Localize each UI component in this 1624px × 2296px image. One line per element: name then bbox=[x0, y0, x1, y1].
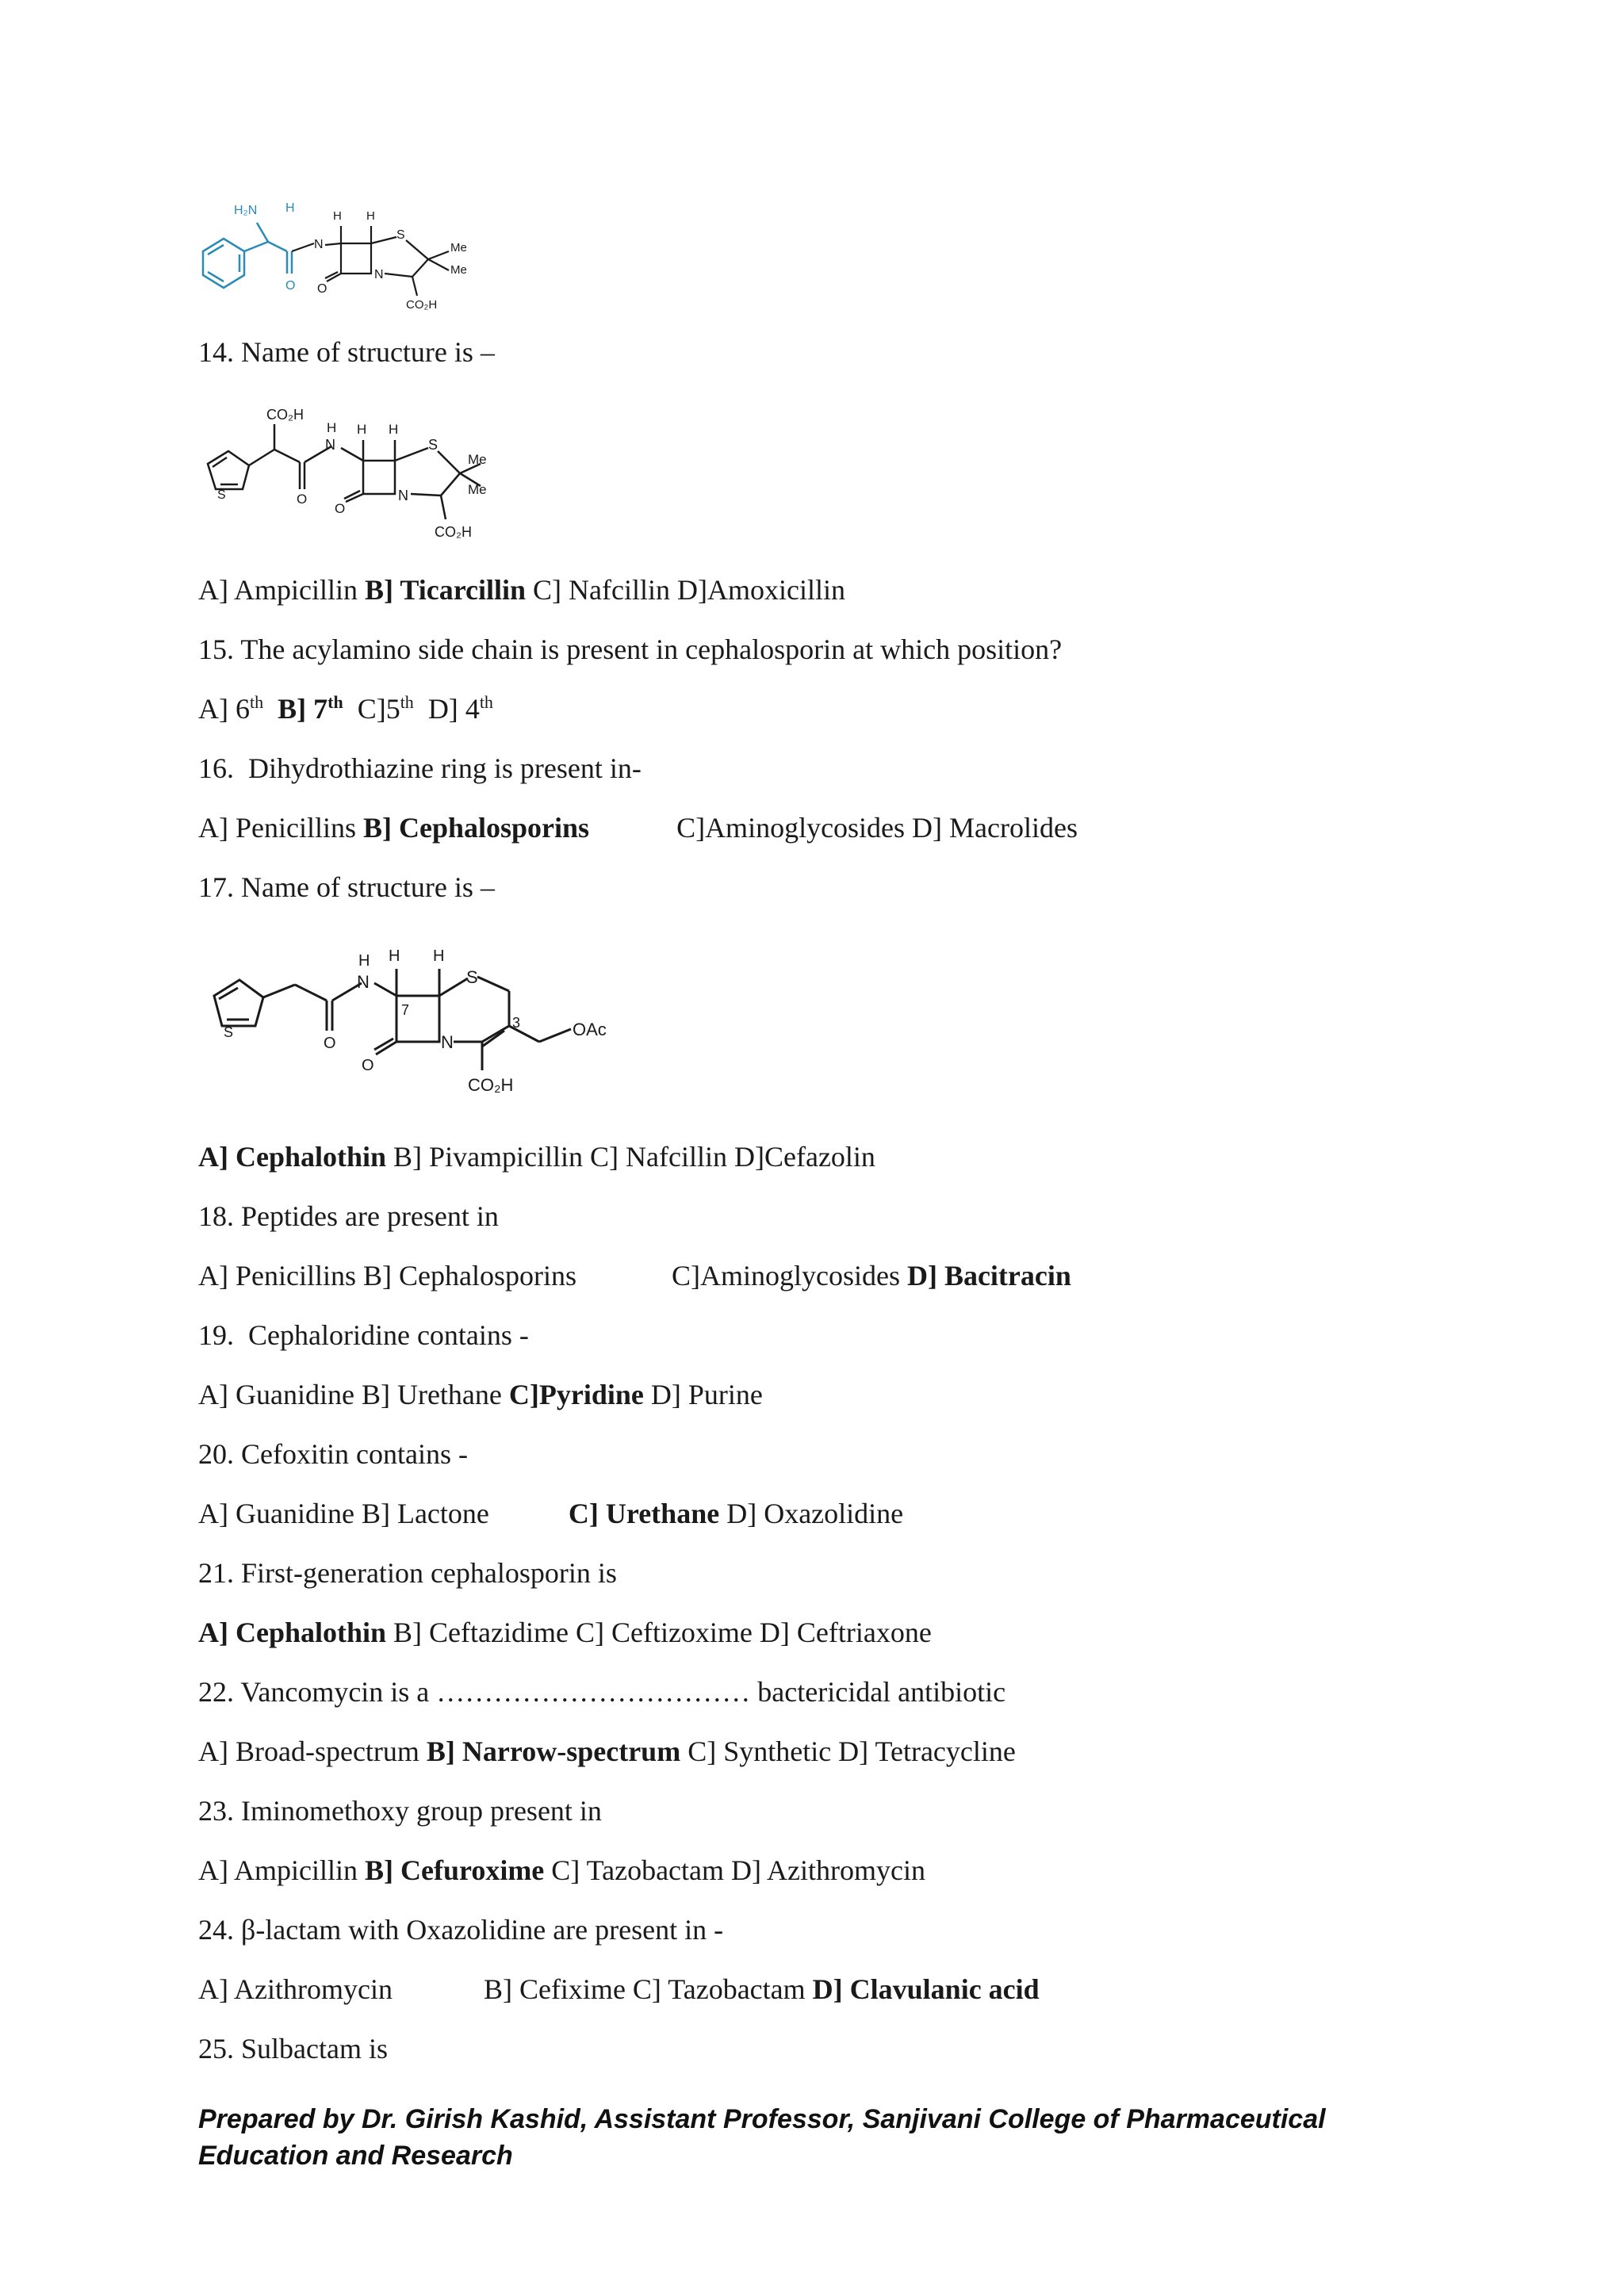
option-b[interactable]: B] Cefixime bbox=[483, 1973, 626, 2005]
question-16-options bbox=[198, 810, 1078, 845]
option-b[interactable]: B] Urethane bbox=[361, 1379, 502, 1410]
question-21-options bbox=[198, 1615, 932, 1650]
svg-text:N: N bbox=[357, 972, 370, 992]
cephalothin-structure bbox=[198, 928, 642, 1110]
option-d[interactable]: D]Amoxicillin bbox=[676, 574, 845, 606]
option-d[interactable]: D]Cefazolin bbox=[734, 1141, 875, 1173]
question-14-options bbox=[198, 572, 845, 607]
option-a[interactable]: A] Penicillins bbox=[198, 1260, 356, 1292]
svg-text:H: H bbox=[433, 947, 445, 965]
ampicillin-structure bbox=[198, 194, 484, 313]
option-c-answer[interactable]: C]Pyridine bbox=[508, 1379, 644, 1410]
svg-text:N: N bbox=[374, 268, 384, 281]
option-b-answer[interactable]: B] Cefuroxime bbox=[365, 1854, 545, 1886]
ticarcillin-structure bbox=[198, 400, 531, 551]
option-a-answer[interactable]: A] Cephalothin bbox=[198, 1617, 387, 1648]
question-25-stem: 25. Sulbactam is bbox=[198, 2033, 388, 2064]
svg-text:N: N bbox=[398, 488, 408, 503]
option-d[interactable]: D] Purine bbox=[650, 1379, 763, 1410]
option-a[interactable]: A] Guanidine bbox=[198, 1498, 354, 1529]
option-b[interactable]: B] Cephalosporins bbox=[362, 1260, 576, 1292]
svg-text:O: O bbox=[285, 279, 296, 293]
option-c[interactable]: C]Aminoglycosides bbox=[671, 1260, 900, 1292]
question-16-stem: 16. Dihydrothiazine ring is present in- bbox=[198, 752, 642, 784]
svg-text:H: H bbox=[389, 422, 399, 437]
svg-text:7: 7 bbox=[401, 1002, 410, 1018]
option-c[interactable]: C] Tazobactam bbox=[551, 1854, 725, 1886]
svg-text:O: O bbox=[335, 501, 346, 516]
svg-text:H: H bbox=[333, 209, 342, 223]
option-d[interactable]: D] 4th bbox=[427, 692, 493, 725]
option-b[interactable]: B] Pivampicillin bbox=[393, 1141, 584, 1173]
question-14-stem: 14. Name of structure is – bbox=[198, 336, 495, 368]
question-21-stem: 21. First-generation cephalosporin is bbox=[198, 1557, 617, 1589]
svg-text:OAc: OAc bbox=[573, 1020, 607, 1039]
option-d[interactable]: D] Azithromycin bbox=[731, 1854, 925, 1886]
question-20-stem: 20. Cefoxitin contains - bbox=[198, 1438, 468, 1470]
option-b-answer[interactable]: B] Ticarcillin bbox=[365, 574, 527, 606]
question-20-options bbox=[198, 1496, 903, 1531]
question-23-stem: 23. Iminomethoxy group present in bbox=[198, 1795, 602, 1827]
svg-text:N: N bbox=[325, 437, 335, 453]
svg-text:S: S bbox=[224, 1024, 234, 1040]
svg-text:Me: Me bbox=[468, 452, 487, 467]
option-c[interactable]: C]5th bbox=[357, 692, 414, 725]
option-a[interactable]: A] Broad-spectrum bbox=[198, 1735, 419, 1767]
svg-text:CO₂H: CO₂H bbox=[406, 298, 438, 312]
option-b-answer[interactable]: B] 7th bbox=[278, 692, 343, 725]
question-17-options bbox=[198, 1139, 875, 1174]
question-23-options bbox=[198, 1853, 925, 1888]
svg-text:S: S bbox=[217, 488, 226, 502]
svg-text:H: H bbox=[327, 420, 337, 435]
svg-text:H: H bbox=[366, 209, 375, 223]
svg-text:H: H bbox=[285, 201, 295, 215]
option-b-answer[interactable]: B] Cephalosporins bbox=[362, 812, 590, 844]
option-a[interactable]: A] Guanidine bbox=[198, 1379, 354, 1410]
svg-text:O: O bbox=[324, 1035, 336, 1052]
svg-text:H: H bbox=[358, 952, 370, 970]
question-18-stem: 18. Peptides are present in bbox=[198, 1200, 499, 1232]
option-a-answer[interactable]: A] Cephalothin bbox=[198, 1141, 387, 1173]
option-d[interactable]: D] Tetracycline bbox=[838, 1735, 1016, 1767]
question-18-options bbox=[198, 1258, 1071, 1293]
svg-text:H₂N: H₂N bbox=[234, 204, 258, 217]
option-a[interactable]: A] Azithromycin bbox=[198, 1973, 393, 2005]
svg-text:O: O bbox=[297, 492, 308, 507]
option-a[interactable]: A] Ampicillin bbox=[198, 1854, 358, 1886]
option-d-answer[interactable]: D] Clavulanic acid bbox=[812, 1973, 1040, 2005]
svg-text:N: N bbox=[441, 1032, 454, 1052]
option-d[interactable]: D] Macrolides bbox=[912, 812, 1078, 844]
svg-text:O: O bbox=[362, 1057, 374, 1074]
svg-text:S: S bbox=[466, 967, 478, 987]
question-17-stem: 17. Name of structure is – bbox=[198, 871, 495, 903]
option-c[interactable]: C]Aminoglycosides bbox=[676, 812, 906, 844]
page-footer: Prepared by Dr. Girish Kashid, Assistant Professor, Sanjivani College of Pharmaceutical Education and Research bbox=[198, 2104, 1326, 2171]
option-a[interactable]: A] Penicillins bbox=[198, 812, 356, 844]
question-24-stem: 24. β-lactam with Oxazolidine are present in - bbox=[198, 1914, 724, 1946]
svg-text:Me: Me bbox=[468, 482, 487, 497]
svg-text:CO₂H: CO₂H bbox=[266, 407, 304, 423]
option-b[interactable]: B] Lactone bbox=[361, 1498, 489, 1529]
svg-text:S: S bbox=[428, 437, 439, 453]
option-c[interactable]: C] Synthetic bbox=[688, 1735, 832, 1767]
option-c[interactable]: C] Nafcillin bbox=[533, 574, 670, 606]
question-19-options bbox=[198, 1377, 763, 1412]
svg-text:N: N bbox=[314, 238, 324, 251]
svg-text:CO₂H: CO₂H bbox=[435, 524, 472, 540]
svg-text:CO₂H: CO₂H bbox=[468, 1075, 514, 1095]
option-a[interactable]: A] 6th bbox=[198, 692, 264, 725]
option-b[interactable]: B] Ceftazidime bbox=[393, 1617, 569, 1648]
option-d-answer[interactable]: D] Bacitracin bbox=[906, 1260, 1071, 1292]
option-a[interactable]: A] Ampicillin bbox=[198, 574, 358, 606]
question-15-stem: 15. The acylamino side chain is present in cephalosporin at which position? bbox=[198, 633, 1063, 665]
svg-text:H: H bbox=[389, 947, 400, 965]
question-22-options bbox=[198, 1734, 1016, 1769]
option-c-answer[interactable]: C] Urethane bbox=[568, 1498, 720, 1529]
option-c[interactable]: C] Ceftizoxime bbox=[575, 1617, 753, 1648]
svg-text:3: 3 bbox=[512, 1015, 521, 1031]
option-c[interactable]: C] Nafcillin bbox=[590, 1141, 727, 1173]
option-d[interactable]: D] Oxazolidine bbox=[726, 1498, 904, 1529]
question-24-options bbox=[198, 1972, 1040, 2007]
svg-text:Me: Me bbox=[450, 263, 467, 277]
svg-text:Me: Me bbox=[450, 241, 467, 254]
svg-text:O: O bbox=[317, 282, 327, 296]
question-22-stem: 22. Vancomycin is a …………………………… bactericidal antibiotic bbox=[198, 1676, 1006, 1708]
svg-text:S: S bbox=[396, 228, 405, 242]
option-b-answer[interactable]: B] Narrow-spectrum bbox=[426, 1735, 681, 1767]
option-c[interactable]: C] Tazobactam bbox=[632, 1973, 806, 2005]
svg-text:H: H bbox=[357, 422, 367, 437]
question-19-stem: 19. Cephaloridine contains - bbox=[198, 1319, 529, 1351]
question-15-options bbox=[198, 691, 493, 726]
option-d[interactable]: D] Ceftriaxone bbox=[759, 1617, 932, 1648]
